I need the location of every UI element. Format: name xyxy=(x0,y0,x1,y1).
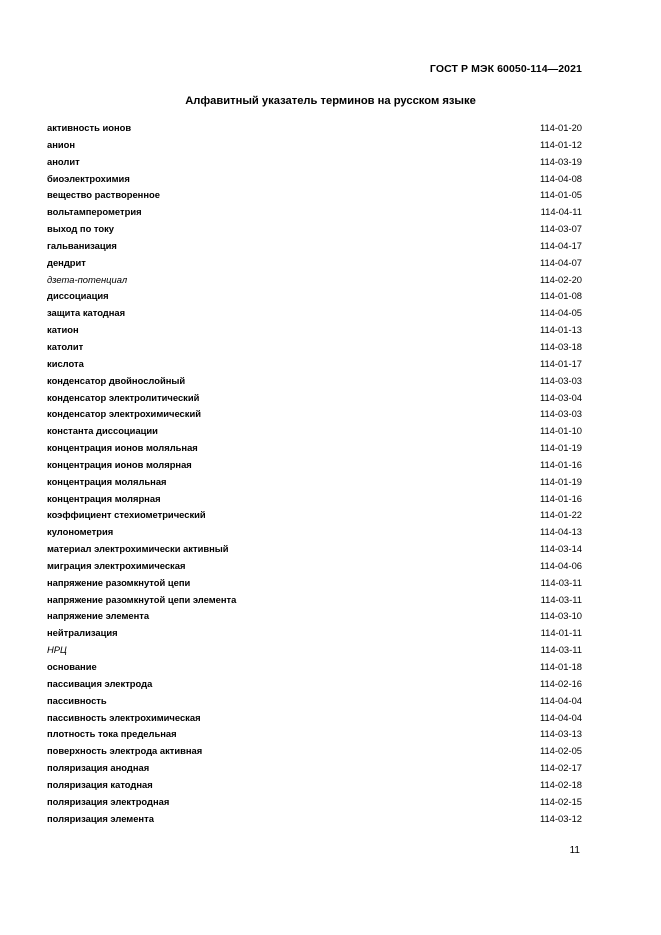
index-term: пассивация электрода xyxy=(47,677,153,689)
page-number: 11 xyxy=(569,845,580,856)
index-term-code: 114-03-04 xyxy=(539,391,582,403)
index-entry xyxy=(47,137,582,154)
index-term: конденсатор двойнослойный xyxy=(47,374,186,386)
index-term-code: 114-04-05 xyxy=(539,307,582,319)
index-term: анолит xyxy=(47,155,80,167)
index-term: выход по току xyxy=(47,223,115,235)
index-term: константа диссоциации xyxy=(47,425,158,437)
index-term-code: 114-02-05 xyxy=(539,745,582,757)
index-term-code: 114-01-12 xyxy=(539,138,582,150)
index-term-code: 114-01-18 xyxy=(539,661,582,672)
index-term: защита катодная xyxy=(47,307,126,319)
index-entry xyxy=(47,592,582,609)
index-term-code: 114-01-17 xyxy=(539,357,582,369)
index-term-code: 114-01-19 xyxy=(539,442,582,454)
index-term: коэффициент стехиометрический xyxy=(47,509,206,521)
index-term: гальванизация xyxy=(47,239,117,251)
index-entry xyxy=(47,406,582,423)
index-term-code: 114-03-11 xyxy=(540,576,582,588)
index-term: напряжение разомкнутой цепи xyxy=(47,576,191,588)
index-entry xyxy=(47,710,582,727)
index-term: кислота xyxy=(47,357,84,369)
page-title: Алфавитный указатель терминов на русском языке xyxy=(185,95,476,107)
index-entry xyxy=(47,221,582,238)
index-entry xyxy=(47,187,582,204)
index-term-code: 114-02-18 xyxy=(539,778,582,790)
index-entry xyxy=(47,171,582,188)
index-entry xyxy=(47,255,582,272)
index-term-code: 114-01-10 xyxy=(539,425,582,437)
index-term-code: 114-02-15 xyxy=(539,795,582,807)
index-entry xyxy=(47,558,582,575)
index-entry xyxy=(47,642,582,659)
index-entry xyxy=(47,204,582,221)
index-entry xyxy=(47,322,582,339)
index-term: миграция электрохимическая xyxy=(47,559,186,571)
index-term: поляризация катодная xyxy=(47,778,153,790)
index-entry xyxy=(47,794,582,811)
index-entry xyxy=(47,120,582,137)
document-code: ГОСТ Р МЭК 60050-114—2021 xyxy=(429,63,582,75)
index-entry xyxy=(47,659,582,676)
index-entry xyxy=(47,440,582,457)
index-term-code: 114-03-14 xyxy=(539,543,582,555)
index-entry xyxy=(47,676,582,693)
index-term: поляризация анодная xyxy=(47,762,150,774)
index-term-code: 114-02-20 xyxy=(539,273,582,285)
index-entry xyxy=(47,491,582,508)
index-term-code: 114-04-08 xyxy=(539,172,582,184)
index-term: материал электрохимически активный xyxy=(47,543,229,555)
index-term: плотность тока предельная xyxy=(47,728,177,740)
index-term-code: 114-04-04 xyxy=(539,711,582,723)
index-term-code: 114-03-18 xyxy=(539,340,582,352)
index-entry xyxy=(47,726,582,743)
index-term: активность ионов xyxy=(47,122,132,133)
index-term-code: 114-04-13 xyxy=(539,526,582,538)
index-term-code: 114-01-08 xyxy=(539,290,582,302)
index-term-code: 114-03-11 xyxy=(540,593,582,605)
index-term-code: 114-04-06 xyxy=(539,559,582,571)
index-term: диссоциация xyxy=(47,290,109,302)
index-term: нейтрализация xyxy=(47,627,118,639)
index-entry xyxy=(47,608,582,625)
index-term-code: 114-01-05 xyxy=(539,189,582,201)
index-term-code: 114-01-20 xyxy=(539,122,582,133)
index-term-code: 114-01-13 xyxy=(539,324,582,336)
index-entry xyxy=(47,524,582,541)
index-term-code: 114-03-11 xyxy=(540,644,582,656)
index-term: концентрация молярная xyxy=(47,492,161,504)
index-entry xyxy=(47,238,582,255)
index-term: вещество растворенное xyxy=(47,189,160,201)
index-entry xyxy=(47,575,582,592)
index-term: концентрация ионов молярная xyxy=(47,458,192,470)
index-term: пассивность xyxy=(47,694,107,706)
index-entry xyxy=(47,541,582,558)
index-entry xyxy=(47,423,582,440)
index-entry xyxy=(47,288,582,305)
index-entry xyxy=(47,390,582,407)
index-entry xyxy=(47,154,582,171)
index-term: анион xyxy=(47,138,76,150)
index-term-code: 114-03-07 xyxy=(539,223,582,235)
index-term: концентрация ионов моляльная xyxy=(47,442,198,454)
index-term-code: 114-03-12 xyxy=(539,812,582,824)
index-term: конденсатор электролитический xyxy=(47,391,200,403)
index-term-code: 114-04-17 xyxy=(539,239,582,251)
index-term-code: 114-04-04 xyxy=(539,694,582,706)
index-term-code: 114-04-07 xyxy=(539,256,582,268)
index-term: конденсатор электрохимический xyxy=(47,408,201,420)
index-entry xyxy=(47,693,582,710)
index-entry xyxy=(47,811,582,828)
index-term: поляризация электродная xyxy=(47,795,170,807)
index-term: католит xyxy=(47,340,84,352)
index-entry xyxy=(47,356,582,373)
index-term: напряжение элемента xyxy=(47,610,150,622)
index-entry xyxy=(47,474,582,491)
index-term-code: 114-03-03 xyxy=(539,374,582,386)
index-term: вольтамперометрия xyxy=(47,206,142,218)
index-entry xyxy=(47,625,582,642)
index-term: катион xyxy=(47,324,79,336)
index-term-code: 114-01-11 xyxy=(540,627,582,639)
index-term-code: 114-01-22 xyxy=(539,509,582,521)
index-term: биоэлектрохимия xyxy=(47,172,130,184)
index-term: основание xyxy=(47,661,97,672)
index-entry xyxy=(47,743,582,760)
index-entry xyxy=(47,507,582,524)
index-term-code: 114-03-19 xyxy=(539,155,582,167)
index-entry xyxy=(47,305,582,322)
index-entry xyxy=(47,457,582,474)
index-term: поляризация элемента xyxy=(47,812,154,824)
index-term-code: 114-02-17 xyxy=(539,762,582,774)
index-term-code: 114-01-16 xyxy=(539,492,582,504)
index-term-code: 114-02-16 xyxy=(539,677,582,689)
index-term: дзета-потенциал xyxy=(47,273,128,285)
index-entry xyxy=(47,373,582,390)
index-term-code: 114-04-11 xyxy=(540,206,582,218)
index-term-code: 114-03-10 xyxy=(539,610,582,622)
index-entry xyxy=(47,272,582,289)
index-term: кулонометрия xyxy=(47,526,114,538)
index-term: дендрит xyxy=(47,256,86,268)
index-term: концентрация моляльная xyxy=(47,475,167,487)
index-term-code: 114-03-03 xyxy=(539,408,582,420)
index-entry xyxy=(47,760,582,777)
index-term-code: 114-01-19 xyxy=(539,475,582,487)
index-term-code: 114-01-16 xyxy=(539,458,582,470)
term-index-list xyxy=(47,120,582,827)
index-term: поверхность электрода активная xyxy=(47,745,203,757)
index-term: пассивность электрохимическая xyxy=(47,711,201,723)
index-term-code: 114-03-13 xyxy=(539,728,582,740)
index-term: НРЦ xyxy=(47,644,67,656)
index-entry xyxy=(47,339,582,356)
index-term: напряжение разомкнутой цепи элемента xyxy=(47,593,237,605)
index-entry xyxy=(47,777,582,794)
